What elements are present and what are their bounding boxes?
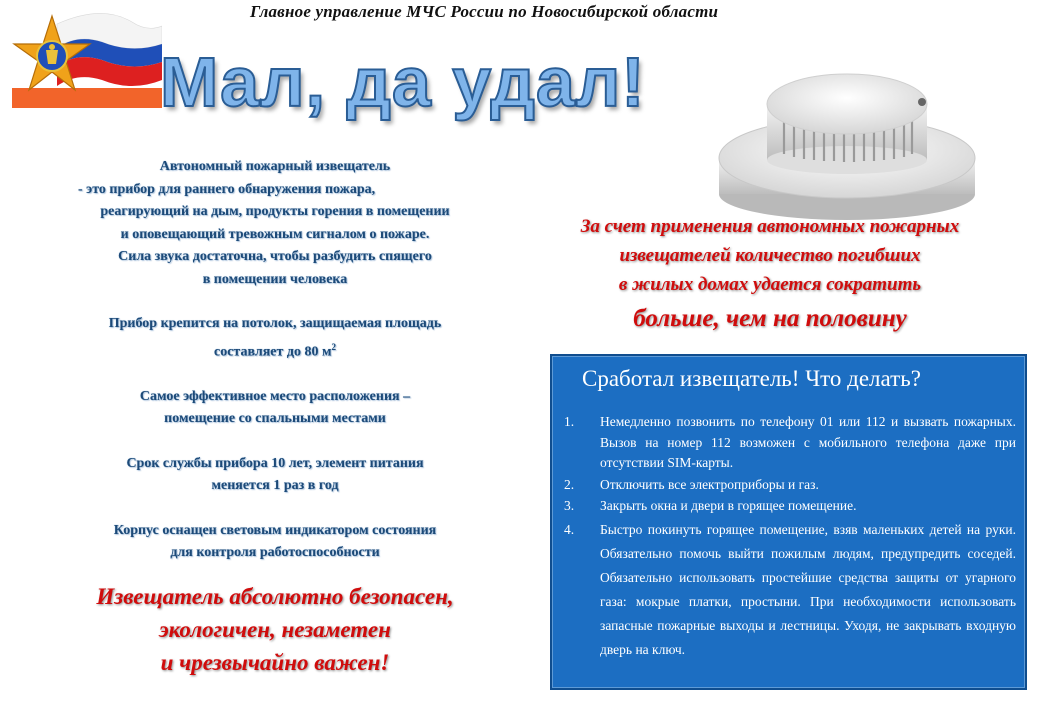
description-line: - это прибор для раннего обнаружения пожара, [78, 181, 376, 197]
instruction-text: Закрыть окна и двери в горящее помещение. [600, 498, 857, 513]
detector-description [40, 156, 510, 565]
instruction-number: 1. [564, 414, 575, 429]
instruction-number: 3. [564, 498, 575, 513]
description-line [40, 336, 510, 364]
organization-header: Главное управление МЧС России по Новосибирской области [250, 2, 719, 21]
smoke-detector-image [712, 62, 982, 222]
description-line: меняется 1 раз в год [211, 478, 339, 494]
page-title: Мал, да удал! [160, 43, 646, 121]
instruction-number: 2. [564, 476, 575, 492]
safety-slogan [30, 580, 520, 679]
slogan-line: и чрезвычайно важен! [160, 650, 390, 675]
description-line: Прибор крепится на потолок, защищаемая площадь [108, 316, 442, 331]
slogan-line: экологичен, незаметен [159, 617, 391, 642]
instruction-item [564, 496, 1016, 517]
instruction-text: Отключить все электроприборы и газ. [600, 476, 819, 492]
instruction-text: Немедленно позвонить по телефону 01 или 112 и вызвать пожарных. Вызов на номер 112 возможен с мобильного телефона даже при отсутствии SIM-карты. [600, 414, 1016, 470]
instruction-number: 4. [564, 521, 575, 537]
mchs-emblem-with-flag-icon [12, 4, 162, 108]
instruction-text: Быстро покинуть горящее помещение, взяв маленьких детей на руки. Обязательно помочь выйти пожилым людям, предупредить соседей. Обязательно использовать простейшие средства защиты от угарного газа: мокрые платки, простыни. При необходимости использовать запасные пожарные выходы и лестницы. Уходя, не закрывать входную дверь на ключ. [600, 521, 1016, 657]
statistics-highlight: больше, чем на половину [633, 305, 907, 332]
description-line: Корпус оснащен световым индикатором состояния [113, 522, 437, 538]
description-line: Срок службы прибора 10 лет, элемент питания [126, 455, 424, 471]
statistics-line: извещателей количество погибших [619, 245, 921, 266]
instructions-title: Сработал извещатель! Что делать? [582, 366, 921, 391]
description-line: в помещении человека [202, 271, 348, 287]
description-line: Автономный пожарный извещатель [159, 159, 391, 174]
area-text: составляет до 80 м [214, 344, 332, 360]
description-line: для контроля работоспособности [170, 545, 380, 561]
description-line: реагирующий на дым, продукты горения в помещении [100, 204, 450, 219]
instruction-item [564, 518, 1016, 662]
area-unit-superscript: 2 [331, 341, 336, 352]
instructions-box [550, 354, 1027, 690]
description-line: помещение со спальными местами [164, 411, 386, 427]
statistics-line: в жилых домах удается сократить [618, 274, 922, 295]
description-line: Самое эффективное место расположения – [139, 388, 411, 404]
instruction-item [564, 412, 1016, 474]
description-line: Сила звука достаточна, чтобы разбудить спящего [118, 249, 432, 264]
description-line: и оповещающий тревожным сигналом о пожаре. [120, 226, 430, 242]
instruction-item [564, 475, 1016, 496]
statistics-note [520, 212, 1020, 337]
instructions-list [564, 412, 1016, 663]
slogan-line: Извещатель абсолютно безопасен, [96, 584, 454, 609]
statistics-line: За счет применения автономных пожарных [580, 216, 960, 237]
